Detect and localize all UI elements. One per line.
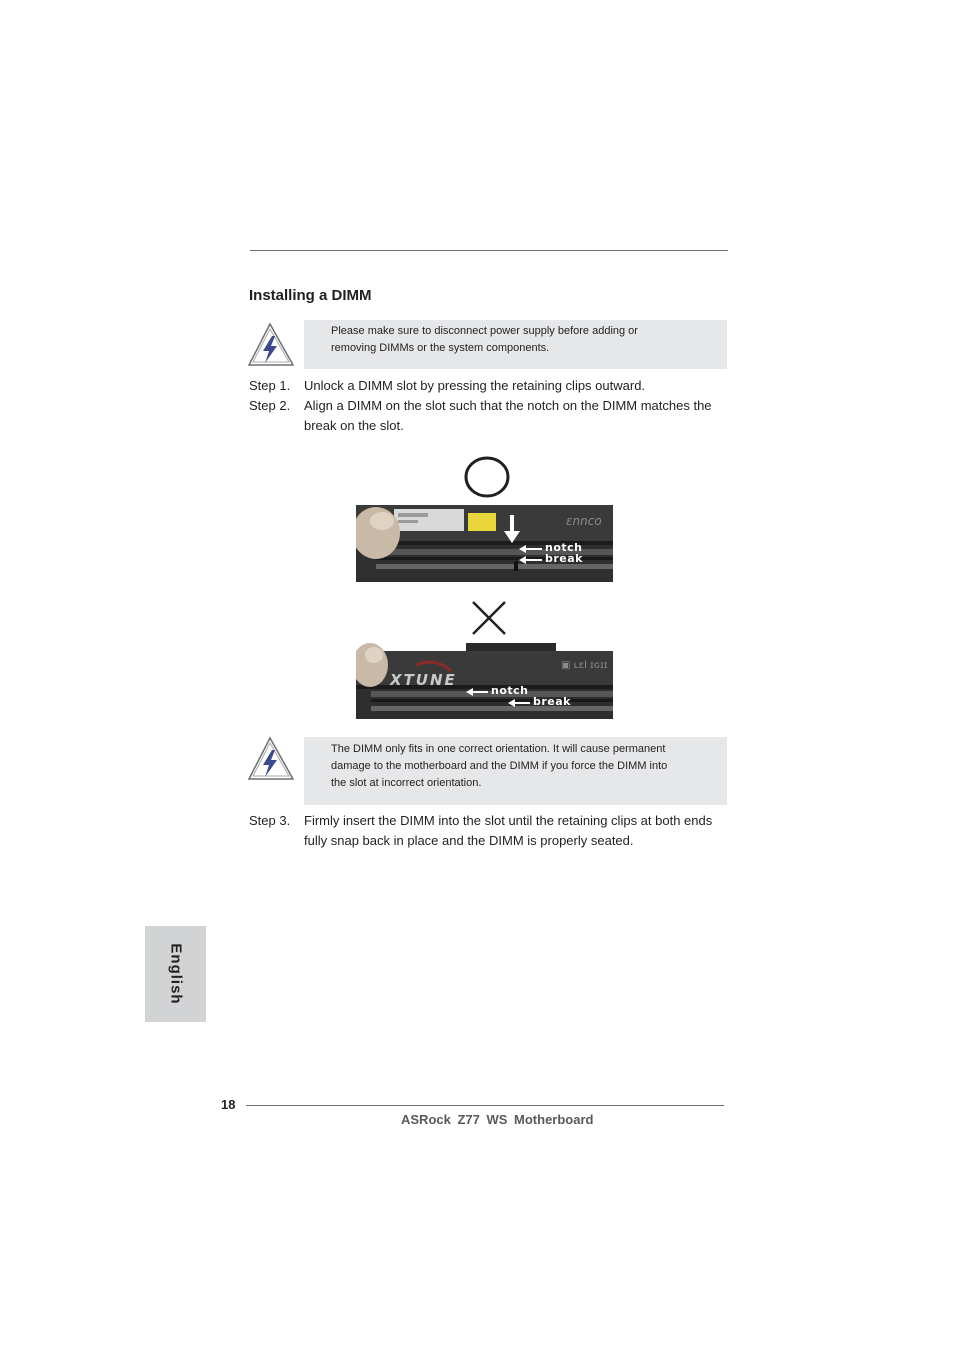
note-line: removing DIMMs or the system components. [331, 342, 550, 354]
step-text-line: fully snap back in place and the DIMM is properly seated. [304, 832, 634, 848]
page-number: 18 [221, 1097, 236, 1112]
step-2 [249, 396, 727, 436]
correct-circle-icon [462, 455, 512, 499]
note-line: damage to the motherboard and the DIMM if you force the DIMM into [331, 760, 668, 772]
break-label: break [533, 695, 571, 708]
break-label: break [545, 552, 583, 565]
step-3 [249, 811, 727, 851]
step-text-line: Align a DIMM on the slot such that the notch on the DIMM matches the [304, 398, 712, 413]
warning-icon [248, 322, 296, 368]
xtune-logo: XTUNE [390, 671, 457, 689]
step-text-line: Firmly insert the DIMM into the slot until the retaining clips at both ends [304, 813, 713, 828]
note-line: the slot at incorrect orientation. [331, 777, 482, 789]
note-line: The DIMM only fits in one correct orientation. It will cause permanent [331, 743, 666, 755]
dimm-incorrect-photo [356, 643, 613, 719]
step-1 [249, 376, 727, 396]
notch-label: notch [491, 684, 529, 697]
language-label: English [167, 943, 184, 1005]
dimm-correct-photo [356, 505, 613, 582]
section-title: Installing a DIMM [249, 287, 372, 304]
step-text: Unlock a DIMM slot by pressing the retaining clips outward. [304, 378, 646, 393]
header-rule [250, 250, 728, 251]
step-label: Step 1. [249, 378, 291, 393]
svg-text:▣ ʟɛl ɪɢɪɪ: ▣ ʟɛl ɪɢɪɪ [561, 660, 608, 671]
incorrect-cross-icon [470, 599, 508, 637]
note-line: Please make sure to disconnect power supply before adding or [331, 325, 638, 337]
footer-rule [246, 1105, 724, 1106]
orientation-warning-note [304, 737, 727, 805]
svg-text:ɛnnco: ɛnnco [566, 514, 602, 528]
step-text-line: break on the slot. [304, 417, 404, 433]
warning-icon [248, 736, 296, 782]
language-tab [145, 926, 206, 1022]
notch-label: notch [545, 541, 583, 554]
power-warning-note [304, 320, 727, 369]
product-name: ASRock Z77 WS Motherboard [401, 1112, 594, 1127]
step-label: Step 3. [249, 813, 291, 828]
step-label: Step 2. [249, 398, 291, 413]
